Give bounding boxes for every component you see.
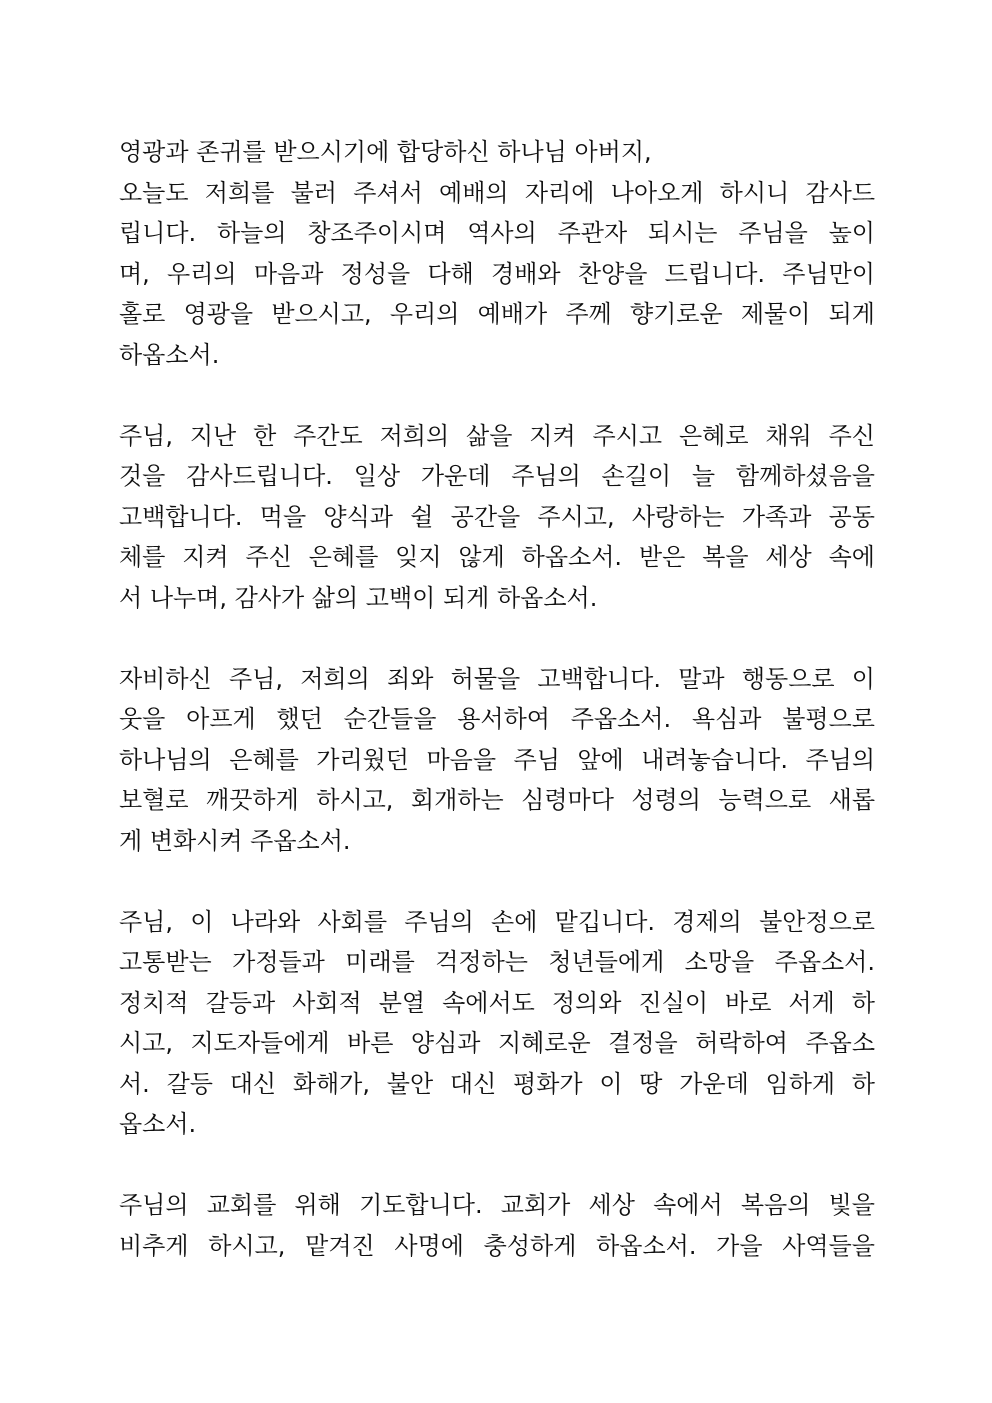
text-line: 정치적 갈등과 사회적 분열 속에서도 정의와 진실이 바로 서게 하: [119, 988, 875, 1017]
text-line: 서 나누며, 감사가 삶의 고백이 되게 하옵소서.: [119, 583, 598, 612]
paragraph-nation: [119, 902, 875, 1146]
paragraph-thanksgiving: [119, 416, 875, 619]
text-line: 옵소서.: [119, 1110, 197, 1139]
text-line: 웃을 아프게 했던 순간들을 용서하여 주옵소서. 욕심과 불평으로: [119, 705, 875, 734]
text-line: 주님, 지난 한 주간도 저희의 삶을 지켜 주시고 은혜로 채워 주신: [119, 421, 875, 450]
text-line: 주님, 이 나라와 사회를 주님의 손에 맡깁니다. 경제의 불안정으로: [119, 907, 875, 936]
text-line: 고백합니다. 먹을 양식과 쉴 공간을 주시고, 사랑하는 가족과 공동: [119, 502, 875, 531]
paragraph-church: [119, 1185, 875, 1266]
text-line: 체를 지켜 주신 은혜를 잊지 않게 하옵소서. 받은 복을 세상 속에: [119, 543, 875, 572]
text-line: 립니다. 하늘의 창조주이시며 역사의 주관자 되시는 주님을 높이: [119, 219, 875, 248]
text-line: 시고, 지도자들에게 바른 양심과 지혜로운 결정을 허락하여 주옵소: [119, 1029, 875, 1058]
text-line: 오늘도 저희를 불러 주셔서 예배의 자리에 나아오게 하시니 감사드: [119, 178, 875, 207]
text-line: 영광과 존귀를 받으시기에 합당하신 하나님 아버지,: [119, 138, 652, 166]
paragraph-invocation: [119, 132, 875, 376]
text-line: 고통받는 가정들과 미래를 걱정하는 청년들에게 소망을 주옵소서.: [119, 948, 875, 977]
paragraph-confession: [119, 659, 875, 862]
text-line: 보혈로 깨끗하게 하시고, 회개하는 심령마다 성령의 능력으로 새롭: [119, 786, 875, 815]
prayer-body: [119, 132, 875, 1306]
text-line: 게 변화시켜 주옵소서.: [119, 826, 351, 855]
text-line: 며, 우리의 마음과 정성을 다해 경배와 찬양을 드립니다. 주님만이: [119, 259, 875, 288]
text-line: 서. 갈등 대신 화해가, 불안 대신 평화가 이 땅 가운데 임하게 하: [119, 1069, 875, 1098]
text-line: 것을 감사드립니다. 일상 가운데 주님의 손길이 늘 함께하셨음을: [119, 462, 875, 491]
text-line: 비추게 하시고, 맡겨진 사명에 충성하게 하옵소서. 가을 사역들을: [119, 1231, 875, 1260]
text-line: 주님의 교회를 위해 기도합니다. 교회가 세상 속에서 복음의 빛을: [119, 1191, 875, 1220]
text-line: 홀로 영광을 받으시고, 우리의 예배가 주께 향기로운 제물이 되게: [119, 300, 875, 329]
text-line: 자비하신 주님, 저희의 죄와 허물을 고백합니다. 말과 행동으로 이: [119, 664, 875, 693]
text-line: 하나님의 은혜를 가리웠던 마음을 주님 앞에 내려놓습니다. 주님의: [119, 745, 875, 774]
text-line: 하옵소서.: [119, 340, 220, 369]
